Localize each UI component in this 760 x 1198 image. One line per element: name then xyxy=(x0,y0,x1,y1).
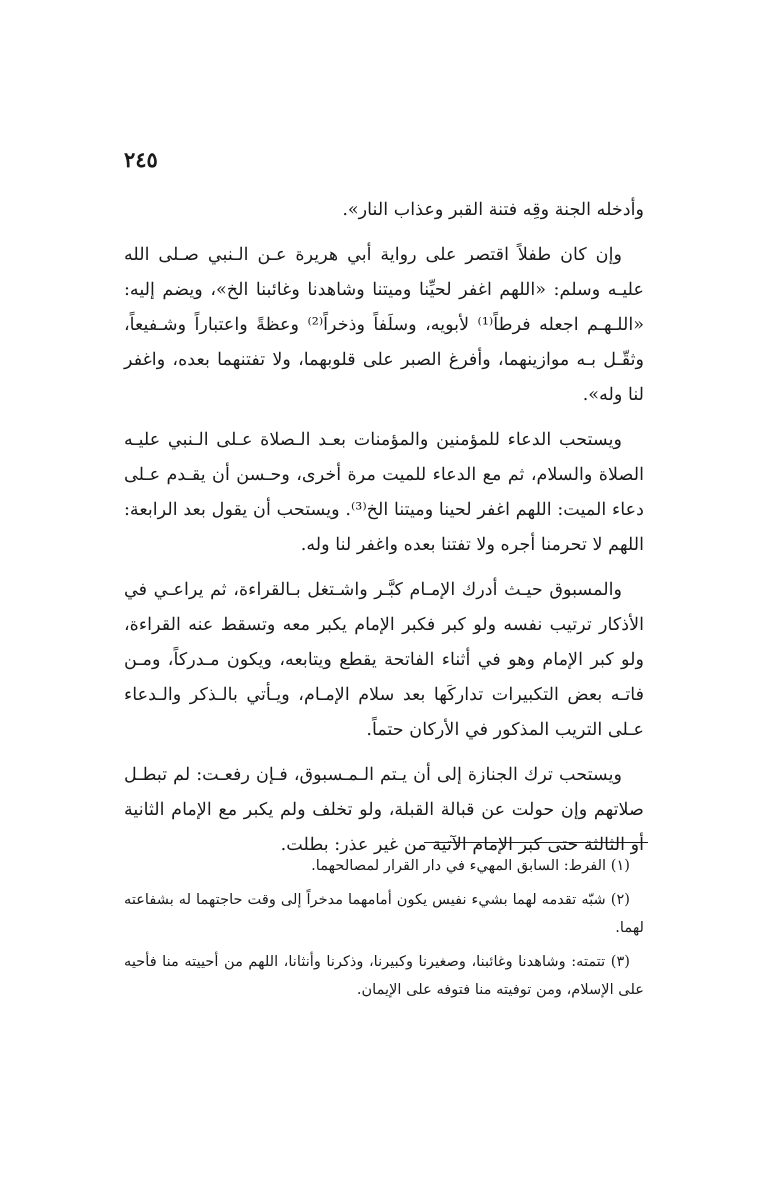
paragraph: وإن كان طفلاً اقتصر على رواية أبي هريرة عـن الـنبي صـلى الله عليـه وسلم: «اللهم اغفر لحيِّنا وميتنا وشاهدنا وغائبنا الخ»، ويضم إليه: «اللـهـم اجعله فرطاً⁽¹⁾ لأبويه، وسلَفاً وذخراً⁽²⁾ وعظةً واعتباراً وشـفيعاً، وثقّـل بـه موازينهما، وأفرغ الصبر على قلوبهما، ولا تفتنهما بعده، واغفر لنا وله». xyxy=(124,245,644,405)
footnote-separator xyxy=(424,842,648,843)
paragraph: ويستحب ترك الجنازة إلى أن يـتم الـمـسبوق، فـإن رفعـت: لم تبطـل صلاتهم وإن حولت عن قبالة القبلة، ولو تخلف ولم يكبر مع الإمام الثانية أو الثالثة حتى كبر الإمام الآتية من غير عذر: بطلت. xyxy=(124,765,644,855)
paragraph: ويستحب الدعاء للمؤمنين والمؤمنات بعـد الـصلاة عـلى الـنبي عليـه الصلاة والسلام، ثم مع الدعاء للميت مرة أخرى، وحـسن أن يقـدم عـلى دعاء الميت: اللهم اغفر لحينا وميتنا الخ⁽³⁾. ويستحب أن يقول بعد الرابعة: اللهم لا تحرمنا أجره ولا تفتنا بعده واغفر لنا وله. xyxy=(124,430,645,555)
main-text xyxy=(124,193,644,873)
footnote: (٢) شبّه تقدمه لهما بشيء نفيس يكون أمامهما مدخراً إلى وقت حاجتهما له بشفاعته لهما. xyxy=(124,891,644,936)
footnote: (١) الفرط: السابق المهيء في دار القرار لمصالحهما. xyxy=(311,857,630,874)
paragraph: والمسبوق حيـث أدرك الإمـام كبَّـر واشـتغل بـالقراءة، ثم يراعـي في الأذكار ترتيب نفسه ولو كبر فكبر الإمام يكبر معه وتسقط عنه القراءة، ولو كبر الإمام وهو في أثناء الفاتحة يقطع ويتابعه، ويكون مـدركاً، ومـن فاتـه بعض التكبيرات تداركَها بعد سلام الإمـام، ويـأتي بالـذكر والـدعاء عـلى التريب المذكور في الأركان حتماً. xyxy=(124,580,644,740)
footnotes xyxy=(124,852,644,1010)
footnote: (٣) تتمته: وشاهدنا وغائبنا، وصغيرنا وكبيرنا، وذكرنا وأنثانا، اللهم من أحييته منا فأحيه على الإسلام، ومن توفيته منا فتوفه على الإيمان. xyxy=(124,953,644,998)
paragraph: وأدخله الجنة وقِه فتنة القبر وعذاب النار». xyxy=(342,200,644,220)
page-number: ٢٤٥ xyxy=(124,147,158,172)
